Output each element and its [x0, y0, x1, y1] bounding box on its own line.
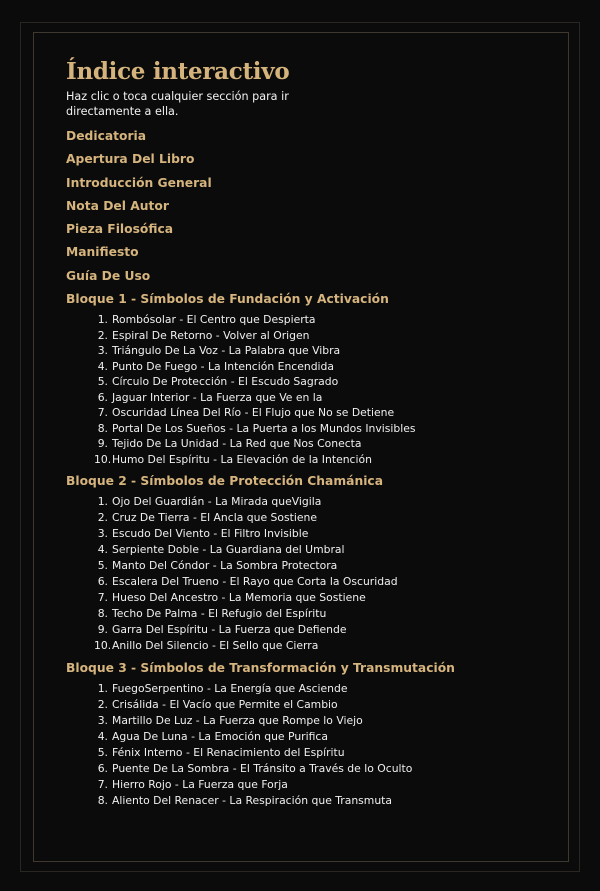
page-title: Índice interactivo	[66, 58, 290, 85]
item-label: Puente De La Sombra - El Tránsito a Través de lo Oculto	[112, 762, 413, 776]
section-link-guia-uso[interactable]: Guía De Uso	[66, 268, 151, 283]
item-label: Agua De Luna - La Emoción que Purifica	[112, 730, 328, 744]
block-2-title[interactable]: Bloque 2 - Símbolos de Protección Chamánica	[66, 474, 384, 489]
list-item[interactable]	[94, 542, 566, 558]
item-label: Manto Del Cóndor - La Sombra Protectora	[112, 559, 338, 573]
item-number: 7.	[97, 778, 108, 792]
list-item[interactable]	[94, 390, 566, 406]
list-item[interactable]	[94, 436, 566, 452]
item-label: Garra Del Espíritu - La Fuerza que Defiende	[112, 623, 347, 637]
item-number: 7.	[97, 591, 108, 605]
item-label: Anillo Del Silencio - El Sello que Cierra	[112, 639, 319, 653]
item-number: 3.	[97, 344, 108, 358]
item-number: 6.	[97, 390, 108, 404]
block-3-list	[66, 681, 566, 809]
item-number: 10.	[94, 639, 112, 653]
item-label: Techo De Palma - El Refugio del Espíritu	[112, 607, 327, 621]
section-link-pieza-filosofica[interactable]: Pieza Filosófica	[66, 222, 174, 237]
item-number: 6.	[97, 575, 108, 589]
section-link-dedicatoria[interactable]: Dedicatoria	[66, 129, 147, 143]
page-subtitle: Haz clic o toca cualquier sección para ir directamente a ella.	[66, 90, 289, 118]
list-item[interactable]	[94, 405, 566, 421]
item-label: FuegoSerpentino - La Energía que Asciende	[112, 682, 348, 696]
item-label: Humo Del Espíritu - La Elevación de la Intención	[112, 452, 372, 466]
list-item[interactable]	[94, 606, 566, 622]
item-label: Portal De Los Sueños - La Puerta a los Mundos Invisibles	[112, 421, 416, 435]
section-list	[66, 125, 566, 288]
section-link-introduccion[interactable]: Introducción General	[66, 175, 212, 190]
list-item[interactable]	[94, 729, 566, 745]
item-number: 9.	[97, 623, 108, 637]
item-label: Tejido De La Unidad - La Red que Nos Conecta	[112, 437, 362, 451]
list-item[interactable]	[94, 590, 566, 606]
item-number: 7.	[97, 406, 108, 420]
item-number: 1.	[97, 313, 108, 327]
item-label: Fénix Interno - El Renacimiento del Espíritu	[112, 746, 345, 760]
item-label: Cruz De Tierra - El Ancla que Sostiene	[112, 511, 317, 525]
item-number: 5.	[97, 746, 108, 760]
list-item[interactable]	[94, 452, 566, 468]
item-number: 5.	[97, 559, 108, 573]
list-item[interactable]	[94, 793, 566, 809]
list-item[interactable]	[94, 638, 566, 654]
item-number: 8.	[97, 607, 108, 621]
item-label: Círculo De Protección - El Escudo Sagrado	[112, 375, 339, 389]
item-number: 3.	[97, 714, 108, 728]
item-number: 2.	[97, 511, 108, 525]
list-item[interactable]	[94, 681, 566, 697]
item-label: Rombósolar - El Centro que Despierta	[112, 313, 316, 327]
item-number: 8.	[97, 421, 108, 435]
item-label: Punto De Fuego - La Intención Encendida	[112, 359, 335, 373]
item-number: 1.	[97, 682, 108, 696]
item-label: Escudo Del Viento - El Filtro Invisible	[112, 527, 309, 541]
item-number: 2.	[97, 698, 108, 712]
list-item[interactable]	[94, 328, 566, 344]
list-item[interactable]	[94, 713, 566, 729]
item-number: 4.	[97, 359, 108, 373]
block-3-title[interactable]: Bloque 3 - Símbolos de Transformación y Transmutación	[66, 661, 455, 676]
list-item[interactable]	[94, 343, 566, 359]
list-item[interactable]	[94, 526, 566, 542]
item-label: Martillo De Luz - La Fuerza que Rompe lo Viejo	[112, 714, 363, 728]
section-link-manifiesto[interactable]: Manifiesto	[66, 245, 139, 260]
item-label: Espiral De Retorno - Volver al Origen	[112, 328, 310, 342]
list-item[interactable]	[94, 374, 566, 390]
item-label: Escalera Del Trueno - El Rayo que Corta la Oscuridad	[112, 575, 398, 589]
item-label: Hierro Rojo - La Fuerza que Forja	[112, 778, 288, 792]
list-item[interactable]	[94, 558, 566, 574]
item-number: 8.	[97, 794, 108, 808]
item-label: Triángulo De La Voz - La Palabra que Vibra	[112, 344, 341, 358]
list-item[interactable]	[94, 761, 566, 777]
block-1-title[interactable]: Bloque 1 - Símbolos de Fundación y Activación	[66, 292, 389, 307]
item-label: Oscuridad Línea Del Río - El Flujo que No se Detiene	[112, 406, 395, 420]
list-item[interactable]	[94, 745, 566, 761]
item-label: Crisálida - El Vacío que Permite el Cambio	[112, 698, 338, 712]
item-label: Aliento Del Renacer - La Respiración que Transmuta	[112, 794, 393, 808]
item-number: 4.	[97, 730, 108, 744]
item-number: 4.	[97, 543, 108, 557]
list-item[interactable]	[94, 622, 566, 638]
block-1-list	[66, 312, 566, 467]
list-item[interactable]	[94, 359, 566, 375]
list-item[interactable]	[94, 312, 566, 328]
list-item[interactable]	[94, 697, 566, 713]
item-number: 6.	[97, 762, 108, 776]
item-number: 3.	[97, 527, 108, 541]
section-link-nota-autor[interactable]: Nota Del Autor	[66, 198, 169, 213]
list-item[interactable]	[94, 421, 566, 437]
item-number: 10.	[94, 452, 112, 466]
item-number: 2.	[97, 328, 108, 342]
list-item[interactable]	[94, 510, 566, 526]
item-label: Serpiente Doble - La Guardiana del Umbral	[112, 543, 345, 557]
item-label: Jaguar Interior - La Fuerza que Ve en la	[112, 390, 323, 404]
item-label: Ojo Del Guardián - La Mirada queVigila	[112, 495, 322, 509]
block-2-list	[66, 494, 566, 654]
item-number: 1.	[97, 495, 108, 509]
list-item[interactable]	[94, 574, 566, 590]
section-link-apertura[interactable]: Apertura Del Libro	[66, 152, 195, 167]
list-item[interactable]	[94, 494, 566, 510]
list-item[interactable]	[94, 777, 566, 793]
item-label: Hueso Del Ancestro - La Memoria que Sostiene	[112, 591, 366, 605]
index-panel	[66, 56, 566, 812]
item-number: 9.	[97, 437, 108, 451]
item-number: 5.	[97, 375, 108, 389]
